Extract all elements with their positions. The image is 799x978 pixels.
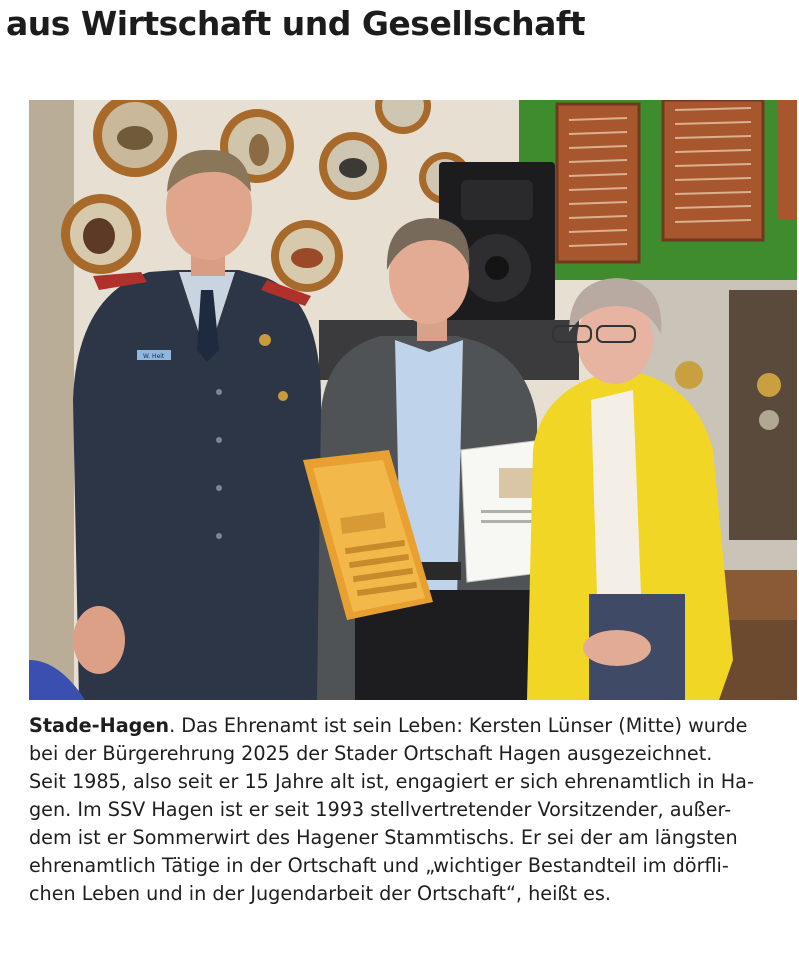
uniform-nameplate: W. Heit xyxy=(143,353,165,360)
caption-line-3: Seit 1985, also seit er 15 Jahre alt ist, engagiert er sich ehrenamtlich in Ha- xyxy=(29,770,754,793)
photo-caption xyxy=(29,712,793,908)
news-photo xyxy=(29,100,797,700)
wall-plate xyxy=(271,220,343,292)
caption-line-6: ehrenamtlich Tätige in der Ortschaft und „wichtiger Bestandteil im dörfli- xyxy=(29,854,729,877)
wall-plate xyxy=(319,132,387,200)
caption-line-7: chen Leben und in der Jugendarbeit der Ortschaft“, heißt es. xyxy=(29,882,612,905)
caption-text: . Das Ehrenamt ist sein Leben: Kersten Lünser (Mitte) wurde xyxy=(169,714,748,737)
honor-board-1 xyxy=(557,104,639,262)
caption-line-1 xyxy=(29,712,793,740)
wall-plate xyxy=(61,194,141,274)
caption-place: Stade-Hagen xyxy=(29,714,170,737)
headline: aus Wirtschaft und Gesellschaft xyxy=(6,4,586,43)
caption-line-5: dem ist er Sommerwirt des Hagener Stammtischs. Er sei der am längsten xyxy=(29,826,738,849)
caption-line-2: bei der Bürgerehrung 2025 der Stader Ortschaft Hagen ausgezeichnet. xyxy=(29,742,713,765)
honor-board-2 xyxy=(663,100,763,240)
caption-line-4: gen. Im SSV Hagen ist er seit 1993 stellvertretender Vorsitzender, außer- xyxy=(29,798,732,821)
